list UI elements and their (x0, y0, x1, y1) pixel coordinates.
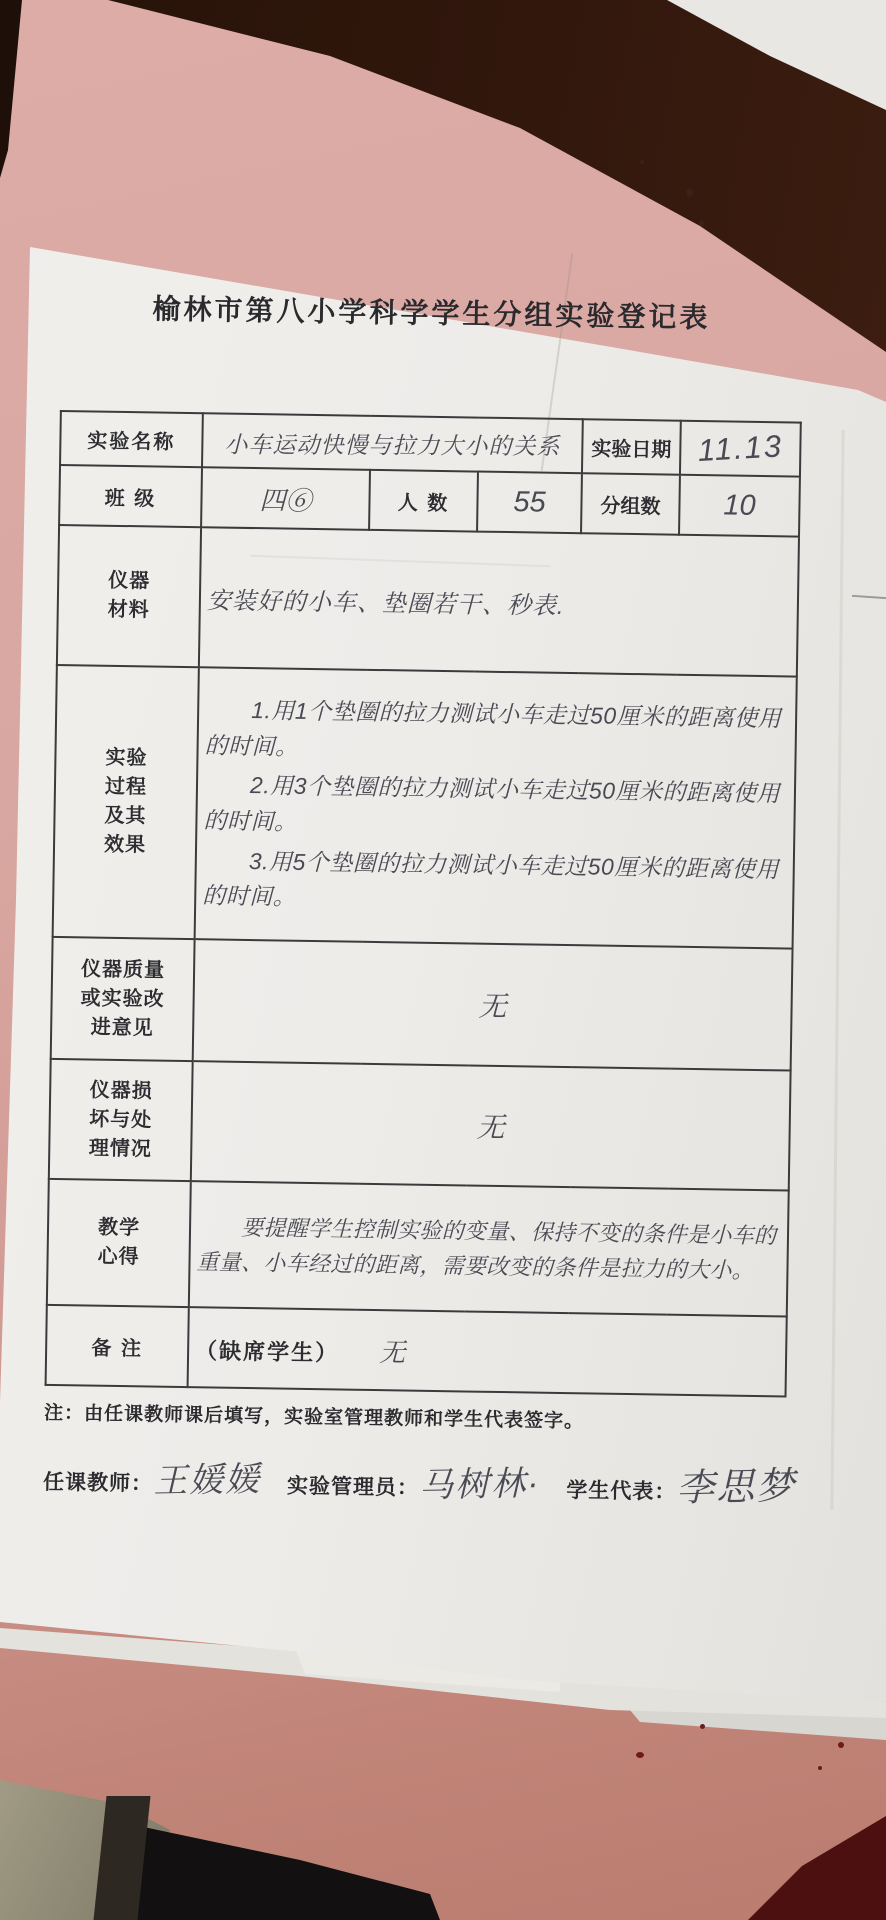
insight-value: 要提醒学生控制实验的变量、保持不变的条件是小车的重量、小车经过的距离，需要改变的条件是拉力的大小。 (189, 1181, 789, 1316)
headcount-value: 55 (477, 472, 582, 534)
row-damage (49, 1059, 791, 1191)
damage-value: 无 (191, 1061, 791, 1190)
group-count-label: 分组数 (581, 473, 680, 535)
experiment-registration-form (43, 276, 802, 1511)
form-title: 榆林市第八小学科学学生分组实验登记表 (152, 293, 711, 334)
experiment-name-value: 小车运动快慢与拉力大小的关系 (202, 415, 582, 471)
student-label: 学生代表： (566, 1479, 677, 1504)
experiment-date-label: 实验日期 (582, 419, 681, 475)
teacher-signature: 王媛媛 (152, 1460, 262, 1501)
teacher-signature-group (43, 1450, 262, 1502)
student-signature: 李思梦 (676, 1465, 797, 1510)
experiment-date-value: 11.13 (679, 418, 802, 478)
quality-label: 仪器质量或实验改进意见 (51, 937, 195, 1061)
stain-spot (686, 188, 693, 197)
stain-spot (640, 160, 644, 164)
maroon-object-bottom-right (730, 1800, 886, 1920)
dark-corner-top-left (0, 0, 30, 185)
red-stain-spot (838, 1742, 844, 1748)
remark-value-cell (188, 1307, 787, 1396)
stain-spot (699, 220, 704, 226)
manager-signature: 马树林· (418, 1464, 541, 1505)
experiment-table (45, 410, 802, 1398)
process-step-3: 3.用5个垫圈的拉力测试小车走过50厘米的距离使用的时间。 (202, 847, 780, 911)
row-remark (46, 1305, 787, 1397)
remark-prefix: （缺席学生） (194, 1337, 340, 1365)
process-value (195, 667, 797, 948)
damage-label: 仪器损坏与处理情况 (49, 1059, 193, 1181)
process-step-1: 1.用1个垫圈的拉力测试小车走过50厘米的距离使用的时间。 (204, 697, 782, 760)
process-label: 实验过程及其效果 (53, 665, 199, 939)
row-quality (51, 937, 793, 1071)
row-process (53, 665, 797, 949)
headcount-label: 人 数 (369, 470, 478, 532)
equipment-label: 仪器材料 (57, 525, 201, 667)
teacher-label: 任课教师： (42, 1470, 154, 1496)
group-count-value: 10 (679, 475, 800, 537)
row-insight (47, 1179, 789, 1317)
equipment-value: 安装好的小车、垫圈若干、秒表. (199, 527, 799, 676)
process-step-2: 2.用3个垫圈的拉力测试小车走过50厘米的距离使用的时间。 (203, 772, 781, 835)
remark-label: 备 注 (46, 1305, 189, 1387)
signature-line (42, 1445, 797, 1512)
manager-signature-group (287, 1454, 541, 1507)
remark-value: 无 (379, 1336, 406, 1368)
footer-note: 注：由任课教师课后填写，实验室管理教师和学生代表签字。 (43, 1402, 585, 1433)
red-stain-spot (818, 1766, 822, 1770)
experiment-name-label: 实验名称 (60, 411, 203, 467)
student-signature-group (566, 1453, 797, 1512)
insight-label: 教学心得 (47, 1179, 191, 1307)
red-stain-spot (636, 1752, 644, 1758)
manager-label: 实验管理员： (286, 1474, 420, 1500)
class-value: 四⑥ (201, 467, 370, 530)
quality-value: 无 (193, 939, 793, 1070)
red-stain-spot (700, 1724, 705, 1729)
class-label: 班 级 (59, 465, 202, 527)
row-equipment (57, 525, 799, 677)
